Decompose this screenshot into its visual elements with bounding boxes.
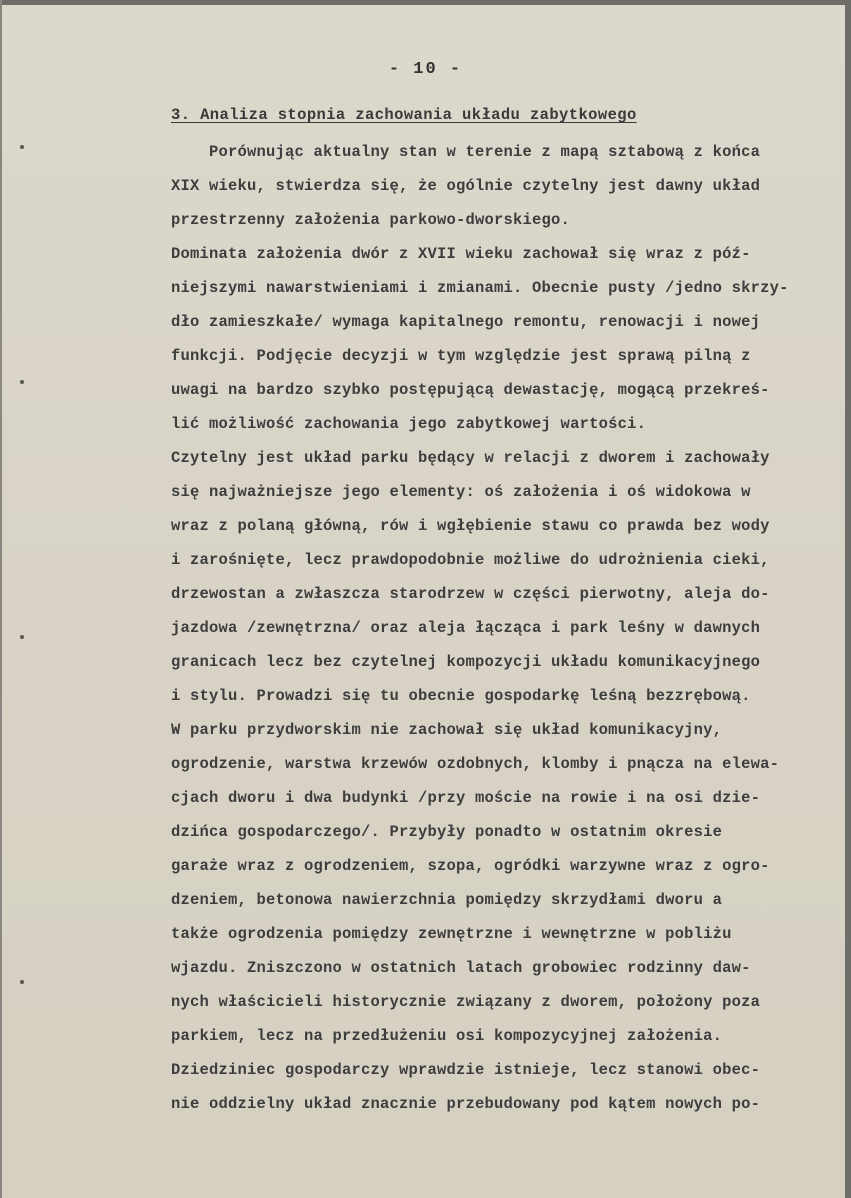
text-line: funkcji. Podjęcie decyzji w tym względzie jest sprawą pilną z: [171, 347, 751, 365]
text-line: ogrodzenie, warstwa krzewów ozdobnych, klomby i pnącza na elewa-: [171, 755, 780, 773]
text-line: Dziedziniec gospodarczy wprawdzie istnieje, lecz stanowi obec-: [171, 1061, 761, 1079]
text-line: uwagi na bardzo szybko postępującą dewastację, mogącą przekreś-: [171, 381, 770, 399]
text-line: się najważniejsze jego elementy: oś założenia i oś widokowa w: [171, 483, 751, 501]
text-line: drzewostan a zwłaszcza starodrzew w części pierwotny, aleja do-: [171, 585, 770, 603]
scan-border-top: [0, 0, 851, 5]
text-line: i stylu. Prowadzi się tu obecnie gospodarkę leśną bezzrębową.: [171, 687, 751, 705]
text-line: niejszymi nawarstwieniami i zmianami. Obecnie pusty /jedno skrzy-: [171, 279, 789, 297]
text-line: lić możliwość zachowania jego zabytkowej wartości.: [171, 415, 647, 433]
text-line: dło zamieszkałe/ wymaga kapitalnego remontu, renowacji i nowej: [171, 313, 761, 331]
text-line: Czytelny jest układ parku będący w relacji z dworem i zachowały: [171, 449, 770, 467]
text-line: nie oddzielny układ znacznie przebudowany pod kątem nowych po-: [171, 1095, 761, 1113]
punch-hole-mark: [20, 380, 24, 384]
text-line: parkiem, lecz na przedłużeniu osi kompozycyjnej założenia.: [171, 1027, 723, 1045]
text-line: i zarośnięte, lecz prawdopodobnie możliwe do udrożnienia cieki,: [171, 551, 770, 569]
text-line: wraz z polaną główną, rów i wgłębienie stawu co prawda bez wody: [171, 517, 770, 535]
text-line: także ogrodzenia pomiędzy zewnętrzne i wewnętrzne w pobliżu: [171, 925, 732, 943]
punch-hole-mark: [20, 980, 24, 984]
punch-hole-mark: [20, 635, 24, 639]
scan-border-right: [845, 0, 851, 1198]
text-line: W parku przydworskim nie zachował się układ komunikacyjny,: [171, 721, 723, 739]
text-line: przestrzenny założenia parkowo-dworskiego.: [171, 211, 571, 229]
text-line: Porównując aktualny stan w terenie z mapą sztabową z końca: [171, 143, 761, 161]
text-line: granicach lecz bez czytelnej kompozycji układu komunikacyjnego: [171, 653, 761, 671]
text-line: XIX wieku, stwierdza się, że ogólnie czytelny jest dawny układ: [171, 177, 761, 195]
text-line: dzińca gospodarczego/. Przybyły ponadto w ostatnim okresie: [171, 823, 723, 841]
scan-border-left: [0, 0, 2, 1198]
text-line: Dominata założenia dwór z XVII wieku zachował się wraz z póź-: [171, 245, 751, 263]
text-line: cjach dworu i dwa budynki /przy moście na rowie i na osi dzie-: [171, 789, 761, 807]
text-line: dzeniem, betonowa nawierzchnia pomiędzy skrzydłami dworu a: [171, 891, 723, 909]
text-line: wjazdu. Zniszczono w ostatnich latach grobowiec rodzinny daw-: [171, 959, 751, 977]
text-line: jazdowa /zewnętrzna/ oraz aleja łącząca i park leśny w dawnych: [171, 619, 761, 637]
page-number: - 10 -: [388, 60, 463, 79]
text-line: garaże wraz z ogrodzeniem, szopa, ogródki warzywne wraz z ogro-: [171, 857, 770, 875]
text-line: nych właścicieli historycznie związany z dworem, położony poza: [171, 993, 761, 1011]
punch-hole-mark: [20, 145, 24, 149]
section-heading: 3. Analiza stopnia zachowania układu zabytkowego: [171, 106, 637, 124]
